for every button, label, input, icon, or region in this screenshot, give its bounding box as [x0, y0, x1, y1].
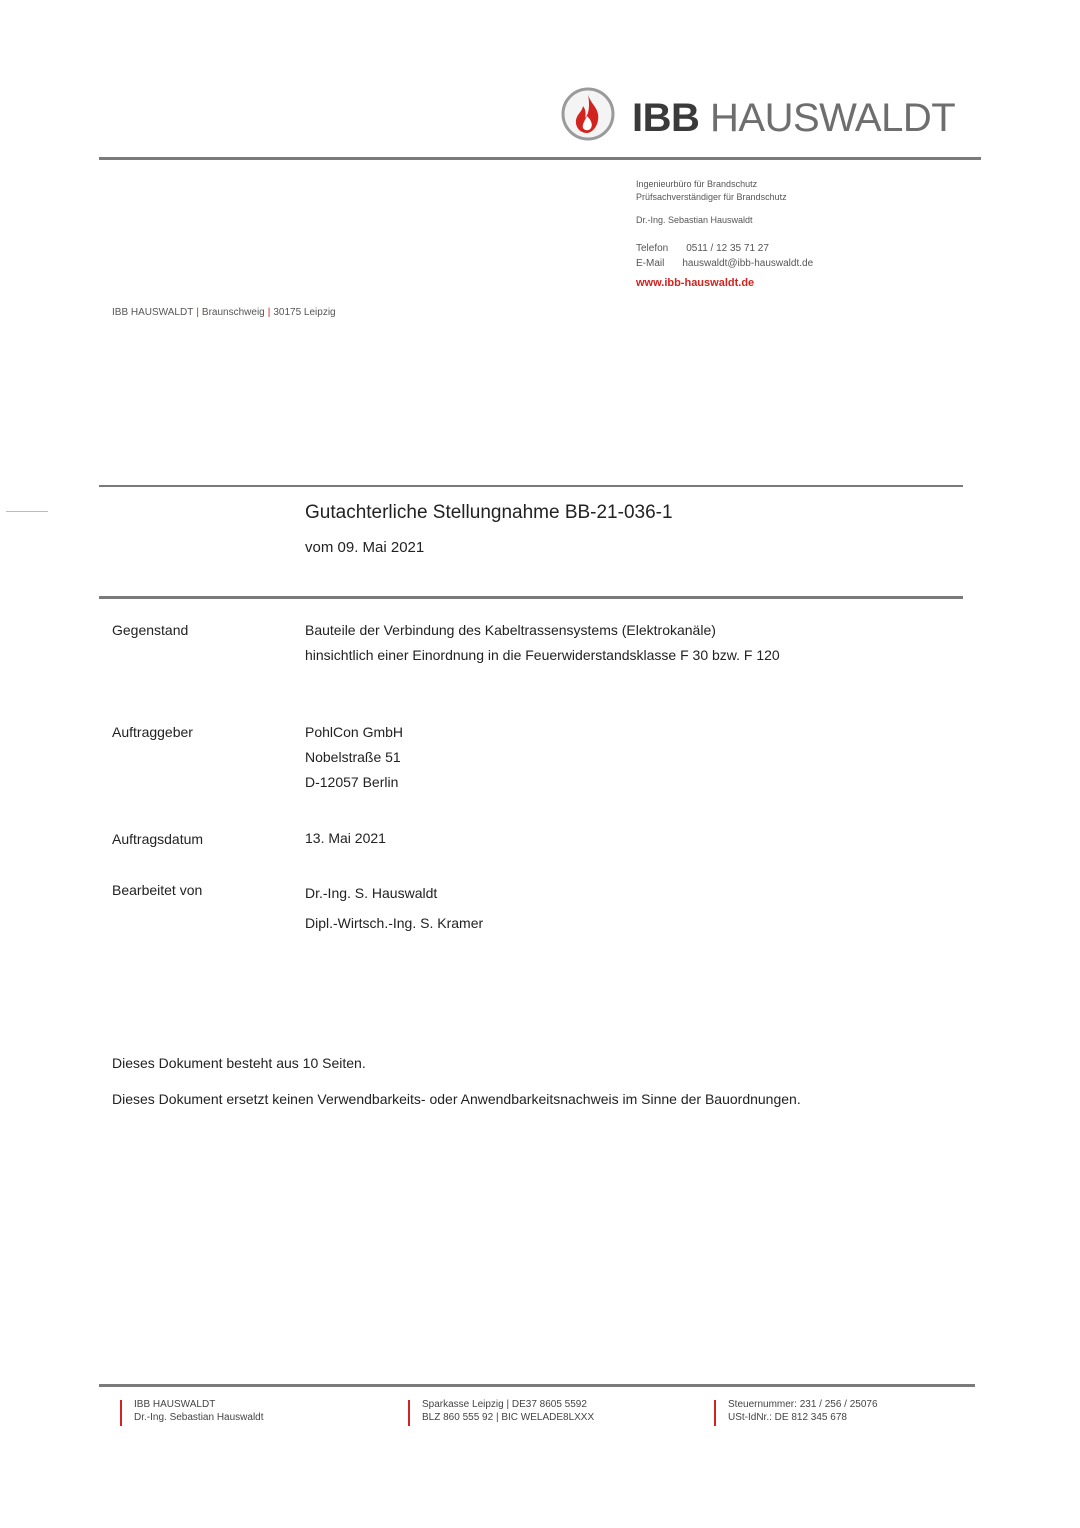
client-label: Auftraggeber	[112, 724, 193, 740]
client-value	[305, 720, 403, 795]
footer-line: Dr.-Ing. Sebastian Hauswaldt	[134, 1412, 264, 1423]
subject-line: Bauteile der Verbindung des Kabeltrassensystems (Elektrokanäle)	[305, 622, 716, 638]
brand-name: HAUSWALDT	[710, 96, 956, 140]
fold-mark	[6, 511, 48, 512]
subject-value	[305, 618, 780, 668]
title-top-rule	[99, 485, 963, 487]
header-rule	[99, 157, 981, 160]
subject-line: hinsichtlich einer Einordnung in die Feuerwiderstandsklasse F 30 bzw. F 120	[305, 647, 780, 663]
author-line: Dr.-Ing. S. Hauswaldt	[305, 885, 438, 901]
validity-note: Dieses Dokument ersetzt keinen Verwendbarkeits- oder Anwendbarkeitsnachweis im Sinne der Bauordnungen.	[112, 1091, 801, 1107]
footer-line: USt-IdNr.: DE 812 345 678	[728, 1412, 847, 1423]
brand-short: IBB	[632, 96, 700, 140]
footer-bank	[408, 1398, 594, 1424]
flame-logo-icon	[560, 86, 616, 142]
footer-rule	[99, 1384, 975, 1387]
footer-tax	[714, 1398, 878, 1424]
brand-logo-text	[632, 96, 955, 140]
author-line: Dipl.-Wirtsch.-Ing. S. Kramer	[305, 915, 484, 931]
footer-line: IBB HAUSWALDT	[134, 1399, 216, 1410]
phone-label: Telefon	[636, 243, 669, 254]
email-value[interactable]: hauswaldt@ibb-hauswaldt.de	[682, 258, 814, 269]
order-date-label: Auftragsdatum	[112, 831, 204, 847]
website-link[interactable]: www.ibb-hauswaldt.de	[636, 277, 755, 289]
author-label: Bearbeitet von	[112, 882, 203, 898]
contact-line: Dr.-Ing. Sebastian Hauswaldt	[636, 215, 753, 225]
phone-row	[636, 241, 966, 256]
order-date-value: 13. Mai 2021	[305, 830, 386, 846]
document-title: Gutachterliche Stellungnahme BB-21-036-1	[305, 502, 673, 523]
page-count-note: Dieses Dokument besteht aus 10 Seiten.	[112, 1055, 366, 1071]
footer-line: BLZ 860 555 92 | BIC WELADE8LXXX	[422, 1412, 595, 1423]
client-line: D-12057 Berlin	[305, 774, 399, 790]
footer-line: Sparkasse Leipzig | DE37 8605 5592	[422, 1399, 587, 1410]
sender-city: 30175 Leipzig	[273, 307, 336, 318]
document-date: vom 09. Mai 2021	[305, 539, 425, 556]
title-bottom-rule	[99, 596, 963, 599]
footer-line: Steuernummer: 231 / 256 / 25076	[728, 1399, 878, 1410]
contact-line: Ingenieurbüro für Brandschutz	[636, 179, 758, 189]
sender-line: IBB HAUSWALDT | Braunschweig | 30175 Leipzig	[112, 307, 336, 318]
subject-label: Gegenstand	[112, 622, 189, 638]
email-row	[636, 256, 966, 271]
sender-street: Braunschweig	[201, 307, 265, 318]
client-line: Nobelstraße 51	[305, 749, 401, 765]
client-line: PohlCon GmbH	[305, 724, 404, 740]
phone-value: 0511 / 12 35 71 27	[686, 243, 769, 254]
contact-line: Prüfsachverständiger für Brandschutz	[636, 192, 787, 202]
author-value	[305, 878, 483, 938]
sender-name: IBB HAUSWALDT	[112, 307, 194, 318]
email-label: E-Mail	[636, 258, 665, 269]
contact-block	[636, 178, 966, 290]
footer-company	[120, 1398, 264, 1424]
